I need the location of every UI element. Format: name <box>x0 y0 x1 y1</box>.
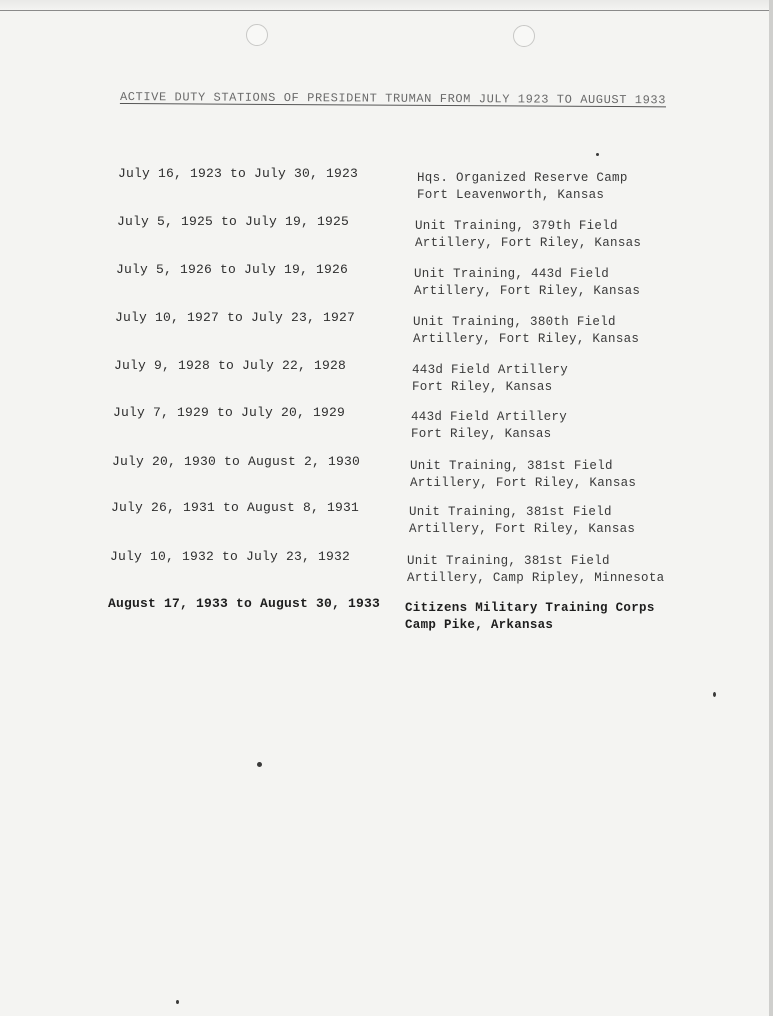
entry-dates: July 10, 1927 to July 23, 1927 <box>115 310 356 325</box>
entry-dates: August 17, 1933 to August 30, 1933 <box>108 596 381 611</box>
entry-dates: July 5, 1926 to July 19, 1926 <box>116 262 349 277</box>
entry-dates: July 7, 1929 to July 20, 1929 <box>113 405 346 420</box>
entry-dates: July 26, 1931 to August 8, 1931 <box>111 500 360 515</box>
station-line-1: Unit Training, 381st Field <box>410 459 613 473</box>
document-title: ACTIVE DUTY STATIONS OF PRESIDENT TRUMAN FROM JULY 1923 TO AUGUST 1933 <box>119 90 667 108</box>
list-item <box>0 596 773 640</box>
station-line-1: Hqs. Organized Reserve Camp <box>417 171 628 185</box>
list-item <box>0 549 773 593</box>
station-line-2: Artillery, Fort Riley, Kansas <box>414 284 641 298</box>
entry-station <box>412 362 568 396</box>
entry-dates: July 9, 1928 to July 22, 1928 <box>114 358 347 373</box>
entry-station <box>413 314 639 348</box>
station-line-2: Fort Riley, Kansas <box>411 427 552 441</box>
station-line-1: 443d Field Artillery <box>412 363 569 377</box>
station-line-2: Artillery, Fort Riley, Kansas <box>415 236 642 250</box>
station-line-1: Citizens Military Training Corps <box>405 601 655 615</box>
entry-station <box>409 504 635 538</box>
list-item <box>0 262 773 306</box>
entry-dates: July 10, 1932 to July 23, 1932 <box>110 549 351 564</box>
list-item <box>0 214 773 258</box>
station-line-2: Artillery, Camp Ripley, Minnesota <box>407 571 665 585</box>
list-item <box>0 310 773 354</box>
entry-station <box>414 266 640 300</box>
station-line-2: Fort Leavenworth, Kansas <box>417 188 605 202</box>
station-line-1: Unit Training, 379th Field <box>415 219 618 233</box>
entry-station <box>415 218 641 252</box>
station-line-2: Artillery, Fort Riley, Kansas <box>410 476 637 490</box>
entry-dates: July 20, 1930 to August 2, 1930 <box>112 454 361 469</box>
entry-dates: July 5, 1925 to July 19, 1925 <box>117 214 350 229</box>
entry-station <box>411 409 567 443</box>
list-item <box>0 166 773 210</box>
list-item <box>0 454 773 498</box>
station-line-2: Artillery, Fort Riley, Kansas <box>409 522 636 536</box>
station-line-2: Fort Riley, Kansas <box>412 380 553 394</box>
entry-station <box>417 170 628 204</box>
station-line-1: Unit Training, 443d Field <box>414 267 610 281</box>
station-line-1: Unit Training, 380th Field <box>413 315 616 329</box>
station-line-2: Artillery, Fort Riley, Kansas <box>413 332 640 346</box>
entry-station <box>410 458 636 492</box>
list-item <box>0 405 773 449</box>
station-line-2: Camp Pike, Arkansas <box>405 618 554 632</box>
entry-station <box>405 600 655 634</box>
station-line-1: Unit Training, 381st Field <box>407 554 610 568</box>
list-item <box>0 358 773 402</box>
station-line-1: Unit Training, 381st Field <box>409 505 612 519</box>
station-line-1: 443d Field Artillery <box>411 410 568 424</box>
list-item <box>0 500 773 544</box>
entry-station <box>407 553 664 587</box>
entry-dates: July 16, 1923 to July 30, 1923 <box>118 166 359 181</box>
